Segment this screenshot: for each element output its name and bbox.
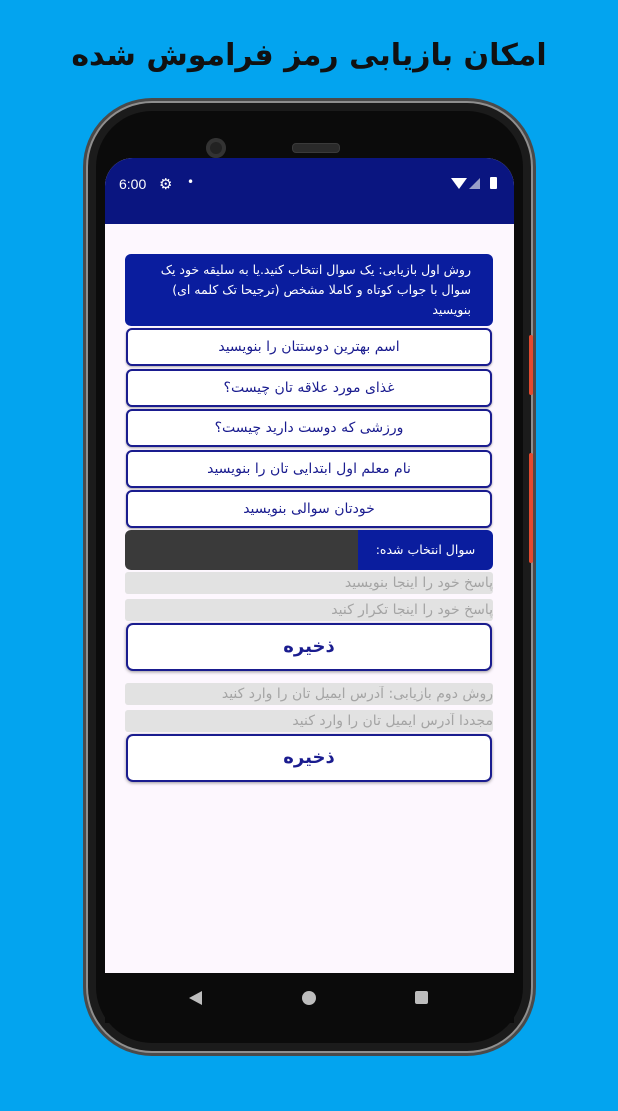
selected-question-label: سوال انتخاب شده: [358,530,493,570]
back-icon[interactable] [189,991,202,1005]
front-camera [206,138,226,158]
question-button-best-friend[interactable]: اسم بهترین دوستتان را بنویسید [126,328,492,366]
status-time: 6:00 [119,176,147,192]
wifi-icon [451,178,467,189]
first-method-instructions: روش اول بازیابی: یک سوال انتخاب کنید.یا به سلیقه خود یک سوال با جواب کوتاه و کاملا مشخص (ترجیحا تک کلمه ای) بنویسید [125,254,493,326]
save-email-button[interactable]: ذخیره [126,734,492,782]
power-button [529,335,533,395]
selected-question-row [125,530,493,570]
selected-question-value [125,530,358,570]
home-icon[interactable] [302,991,316,1005]
question-button-first-teacher[interactable]: نام معلم اول ابتدایی تان را بنویسید [126,450,492,488]
answer-repeat-input[interactable] [125,599,493,621]
promo-headline: امکان بازیابی رمز فراموش شده [71,38,547,73]
gear-icon: ⚙ [159,175,173,193]
question-button-favorite-sport[interactable]: ورزشی که دوست دارید چیست؟ [126,409,492,447]
navigation-bar [105,973,514,1023]
answer-input[interactable] [125,572,493,594]
question-button-favorite-food[interactable]: غذای مورد علاقه تان چیست؟ [126,369,492,407]
volume-button [529,453,533,563]
email-input[interactable] [125,683,493,705]
notification-dot-icon: • [187,175,195,189]
signal-icon [469,178,480,189]
email-repeat-input[interactable] [125,710,493,732]
recent-apps-icon[interactable] [415,991,428,1004]
status-bar [105,158,514,224]
battery-icon [490,177,497,189]
app-screen [105,158,514,973]
question-button-custom[interactable]: خودتان سوالی بنویسید [126,490,492,528]
earpiece-speaker [292,143,340,153]
save-answer-button[interactable]: ذخیره [126,623,492,671]
